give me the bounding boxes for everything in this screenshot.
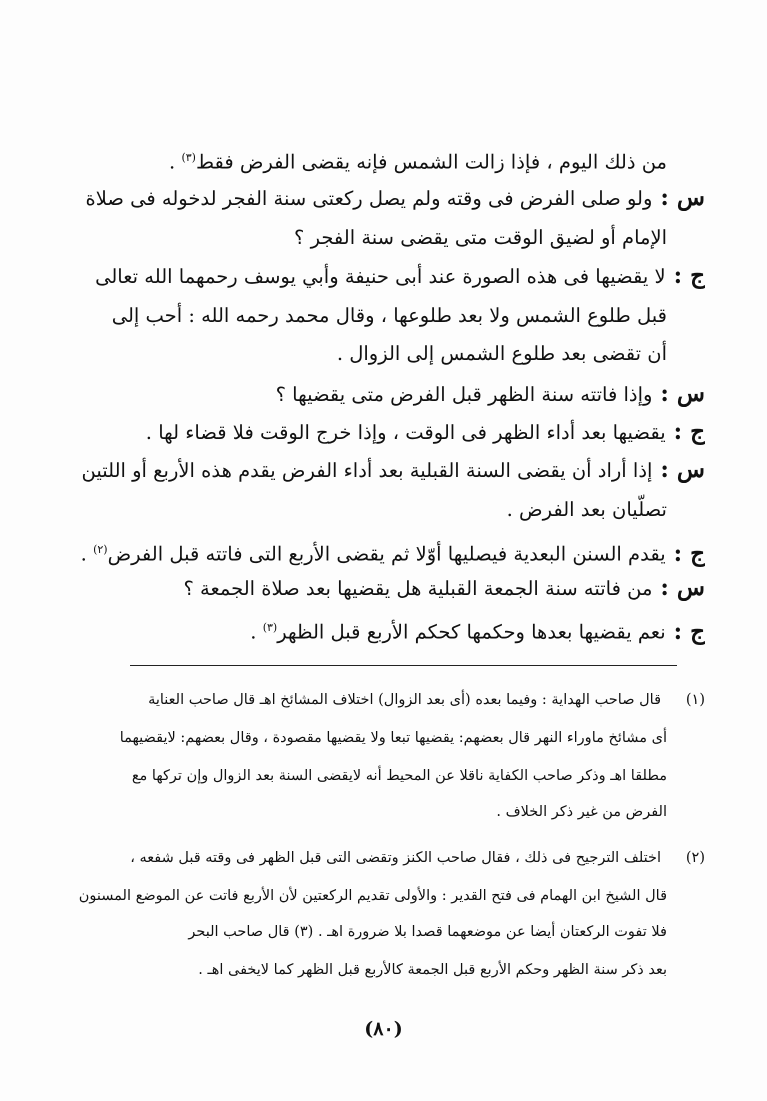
- footnote-ref[interactable]: (٢): [93, 543, 108, 556]
- answer-line: ج :يقضيها بعد أداء الظهر فى الوقت ، وإذا خرج الوقت فلا قضاء لها .: [45, 414, 705, 450]
- question-label: س :: [660, 456, 705, 483]
- question-line: س :وإذا فاتته سنة الظهر قبل الفرض متى يقضيها ؟: [45, 376, 705, 412]
- footnote-ref[interactable]: (٣): [181, 151, 196, 164]
- answer-line: ج :لا يقضيها فى هذه الصورة عند أبى حنيفة وأبي يوسف رحمهما الله تعالى: [45, 258, 705, 294]
- footnote-number: (١): [685, 692, 705, 708]
- footnote-ref[interactable]: (٣): [262, 621, 278, 634]
- answer-label: ج :: [673, 418, 705, 445]
- text-line: تصلّيان بعد الفرض .: [506, 498, 667, 521]
- answer-line: ج :نعم يقضيها بعدها وحكمها كحكم الأربع قبل الظهر$^{(٣)}$ .: [45, 610, 705, 646]
- text-line: من ذلك اليوم ، فإذا زالت الشمس فإنه يقضى الفرض فقط$^{(٣)}$ .: [169, 150, 667, 174]
- footnote-number: (٢): [685, 850, 705, 866]
- footnote-line: (٢)اختلف الترجيح فى ذلك ، فقال صاحب الكنز وتقضى التى قبل الظهر فى وقته قبل شفعه ،: [30, 843, 705, 873]
- footnote-divider: [130, 665, 677, 666]
- text-line: قبل طلوع الشمس ولا بعد طلوعها ، وقال محمد رحمه الله : أحب إلى: [111, 304, 667, 327]
- question-line: س :من فاتته سنة الجمعة القبلية هل يقضيها بعد صلاة الجمعة ؟: [45, 570, 705, 606]
- footnote-line: قال الشيخ ابن الهمام فى فتح القدير : والأولى تقديم الركعتين لأن الأربع فاتت عن الموضع المسنون: [78, 888, 667, 904]
- page-number: (٨٠): [364, 1018, 403, 1040]
- question-label: س :: [660, 574, 705, 601]
- footnote-line: فلا تفوت الركعتان أيضا عن موضعهما قصدا بلا ضرورة اهـ . (٣) قال صاحب البحر: [188, 924, 667, 940]
- question-label: س :: [660, 380, 705, 407]
- answer-label: ج :: [673, 539, 705, 567]
- footnote-line: بعد ذكر سنة الظهر وحكم الأربع قبل الجمعة كالأربع قبل الظهر كما لايخفى اهـ .: [198, 962, 667, 978]
- answer-label: ج :: [673, 617, 705, 645]
- text-line: الإمام أو لضيق الوقت متى يقضى سنة الفجر ؟: [294, 226, 667, 249]
- footnote-line: مطلقا اهـ وذكر صاحب الكفاية ناقلا عن المحيط أنه لايقضى السنة بعد الزوال وإن تركها مع: [131, 768, 667, 784]
- question-line: س :ولو صلى الفرض فى وقته ولم يصل ركعتى سنة الفجر لدخوله فى صلاة: [45, 180, 705, 216]
- question-line: س :إذا أراد أن يقضى السنة القبلية بعد أداء الفرض يقدم هذه الأربع أو اللتين: [45, 452, 705, 488]
- question-label: س :: [660, 184, 705, 211]
- footnote-line: (١)قال صاحب الهداية : وفيما بعده (أى بعد الزوال) اختلاف المشائخ اهـ قال صاحب العناية: [30, 685, 705, 715]
- footnote-line: أى مشائخ ماوراء النهر قال بعضهم: يقضيها تبعا ولا يقضيها مقصودة ، وقال بعضهم: لايقضيهما: [119, 730, 667, 746]
- answer-line: ج :يقدم السنن البعدية فيصليها أوّلا ثم يقضى الأربع التى فاتته قبل الفرض$^{(٢)}$ .: [45, 532, 705, 568]
- text-line: أن تقضى بعد طلوع الشمس إلى الزوال .: [336, 342, 667, 365]
- footnote-line: الفرض من غير ذكر الخلاف .: [496, 804, 667, 820]
- answer-label: ج :: [673, 262, 705, 289]
